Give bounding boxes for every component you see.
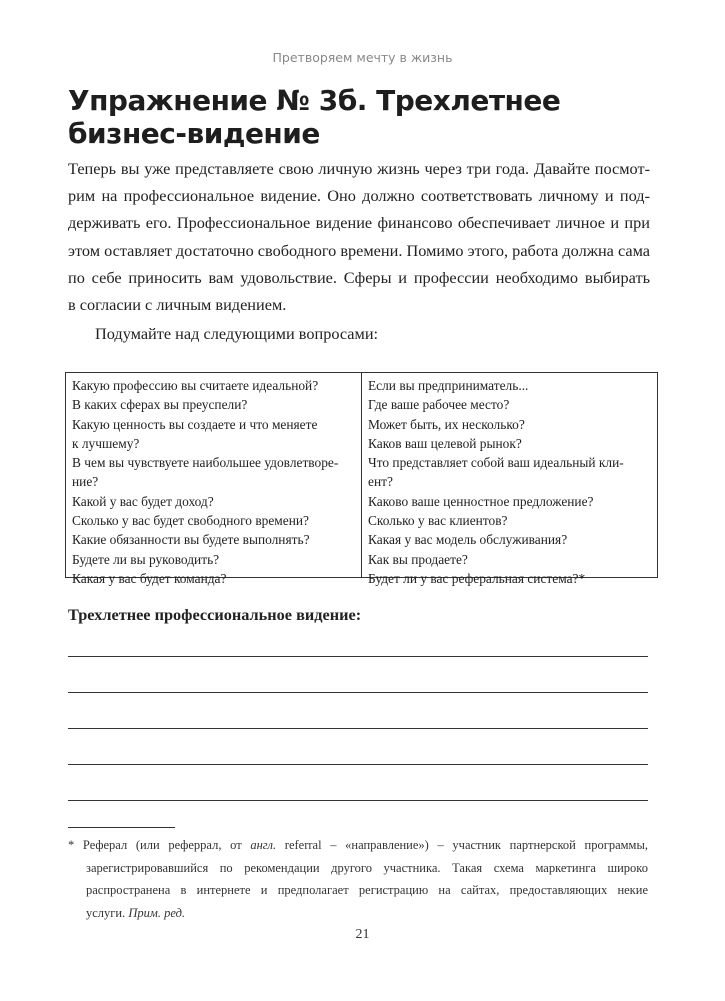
paragraph-line: этом оставляет достаточно свободного времени. Помимо этого, работа должна сама <box>68 240 651 260</box>
question-line: Будете ли вы руководить? <box>72 551 220 567</box>
question-line: Какую профессию вы считаете идеальной? <box>72 378 319 393</box>
footnote <box>68 834 648 924</box>
writing-line[interactable] <box>68 692 648 693</box>
exercise-title <box>68 84 560 150</box>
question-line: Какая у вас модель обслуживания? <box>368 532 568 548</box>
entrepreneur-questions-column <box>362 373 657 586</box>
footnote-text: зарегистрировавшийся по рекомендации другого участника. Такая схема маркетинга широко <box>86 860 648 875</box>
question-line: ент? <box>368 474 393 490</box>
question-line: Какой у вас будет доход? <box>72 493 214 509</box>
intro-paragraph <box>68 155 650 318</box>
question-line: Может быть, их несколько? <box>368 416 525 432</box>
vision-label: Трехлетнее профессиональное видение: <box>68 605 362 624</box>
question-line: Что представляет собой ваш идеальный кли- <box>368 455 624 471</box>
question-line: Какие обязанности вы будете выполнять? <box>72 532 310 548</box>
personal-questions-column <box>66 373 362 586</box>
question-line: Где ваше рабочее место? <box>368 397 510 413</box>
question-line: Сколько у вас клиентов? <box>368 513 508 529</box>
writing-line[interactable] <box>68 656 648 657</box>
footnote-text: распространена в интернете и предполагает регистрацию на сайтах, предоставляющих некие <box>86 883 648 898</box>
question-line: ние? <box>72 474 99 490</box>
running-header: Претворяем мечту в жизнь <box>272 50 453 65</box>
footnote-italic: англ. <box>250 838 277 852</box>
question-line: Если вы предприниматель... <box>368 378 529 393</box>
title-line-2: бизнес-видение <box>68 117 320 150</box>
editor-note: Прим. ред. <box>128 905 186 920</box>
paragraph-line: в согласии с личным видением. <box>68 295 287 315</box>
footnote-divider <box>68 827 175 828</box>
writing-line[interactable] <box>68 728 648 729</box>
question-line: Сколько у вас будет свободного времени? <box>72 513 309 529</box>
writing-line[interactable] <box>68 764 648 765</box>
paragraph-line: рим на профессиональное видение. Оно должно соответствовать личному и под- <box>68 186 650 206</box>
questions-table <box>65 372 658 586</box>
question-line: Как вы продаете? <box>368 551 468 567</box>
question-line: Каково ваше ценностное предложение? <box>368 493 594 509</box>
question-line: В чем вы чувствуете наибольшее удовлетворе- <box>72 455 339 471</box>
paragraph-line: по себе приносить вам удовольствие. Сферы и профессии необходимо выбирать <box>68 267 650 287</box>
question-line: к лучшему? <box>72 435 140 451</box>
title-line-1: Упражнение № 3б. Трехлетнее <box>68 84 561 117</box>
question-line: Каков ваш целевой рынок? <box>368 435 522 451</box>
question-line: Будет ли у вас реферальная система?* <box>368 570 586 586</box>
writing-line[interactable] <box>68 800 648 801</box>
footnote-text: * Реферал (или реферрал, от <box>68 838 251 852</box>
questions-prompt: Подумайте над следующими вопросами: <box>95 324 379 343</box>
page-number: 21 <box>355 927 370 942</box>
question-line: Какую ценность вы создаете и что меняете <box>72 416 318 432</box>
question-line: В каких сферах вы преуспели? <box>72 397 248 413</box>
footnote-text: referral – «направление») – участник партнерской программы, <box>276 838 648 852</box>
paragraph-line: держивать его. Профессиональное видение финансово обеспечивает личное и при <box>68 213 650 233</box>
question-line: Какая у вас будет команда? <box>72 570 227 586</box>
paragraph-line: Теперь вы уже представляете свою личную жизнь через три года. Давайте посмот- <box>68 159 650 178</box>
footnote-text: услуги. <box>86 905 129 920</box>
